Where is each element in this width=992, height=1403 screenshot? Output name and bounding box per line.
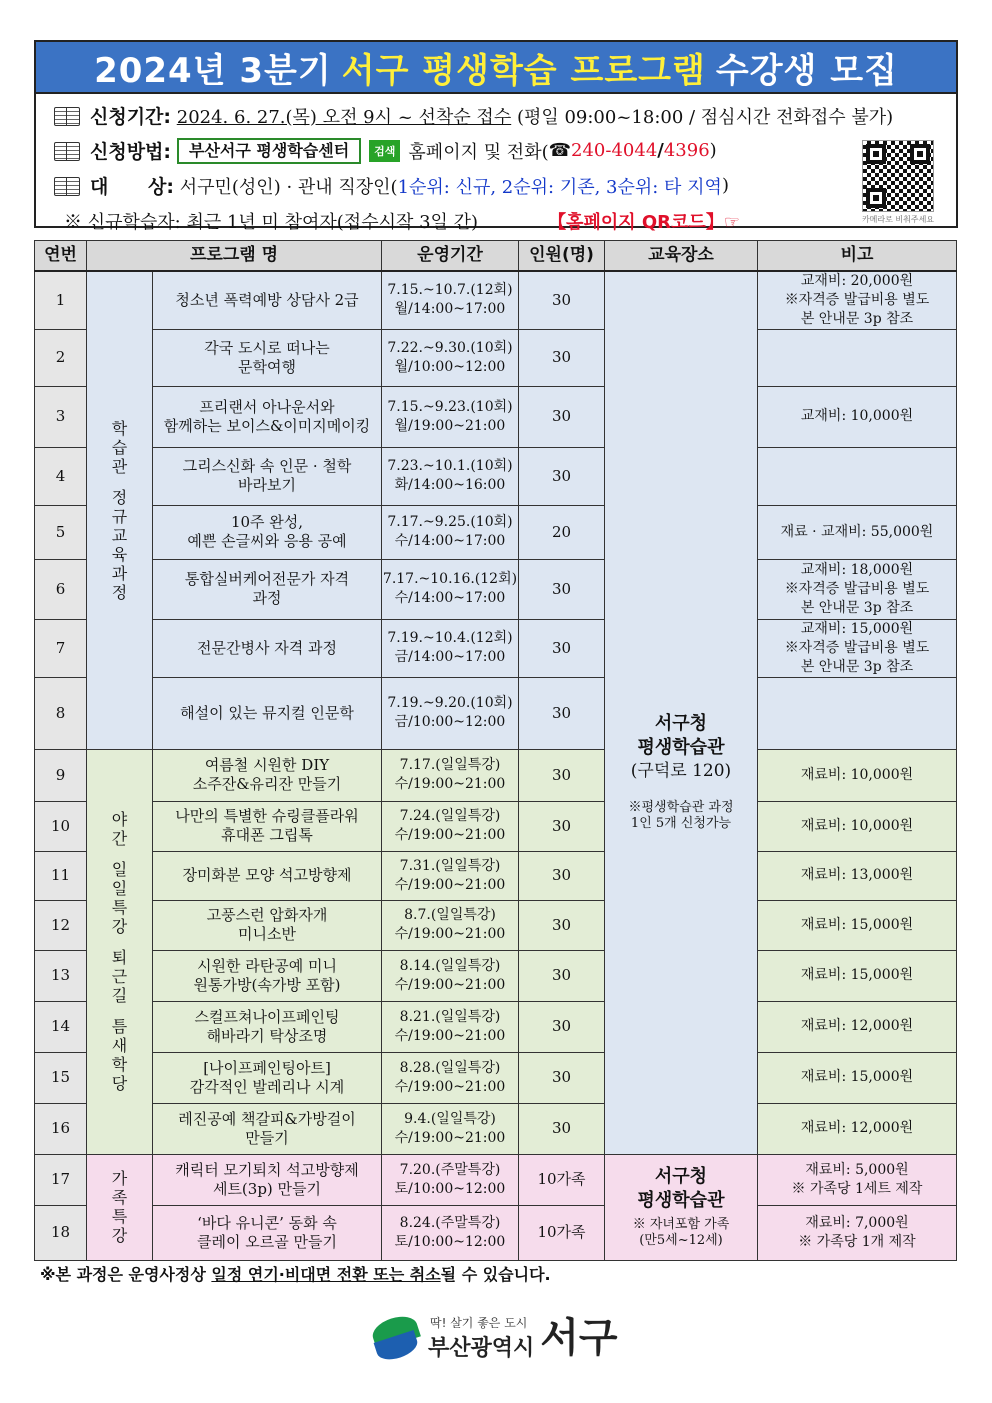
program-note: [758, 447, 957, 505]
qr-caption: 카메라로 비춰주세요: [861, 215, 935, 224]
title-prefix: 2024년 3분기: [94, 50, 332, 91]
row-number: 8: [35, 677, 87, 749]
newcomer-note: ※ 신규학습자: 최근 1년 미 참여자(접수시작 3일 간): [64, 211, 479, 233]
program-note: [758, 749, 957, 801]
method-row: [54, 133, 956, 168]
target-priority: 1순위: 신규, 2순위: 기존, 3순위: 타 지역: [397, 176, 722, 198]
program-name: [153, 505, 382, 559]
period-time: 월/10:00~12:00: [394, 358, 506, 375]
program-name-line-2: 세트(3p) 만들기: [212, 1179, 322, 1198]
note-line-1: 재료비: 12,000원: [800, 1018, 914, 1034]
note-line-1: 교재비: 20,000원: [800, 272, 914, 289]
program-note: [758, 851, 957, 900]
phone-number-1: 240-4044: [571, 140, 658, 161]
program-note: [758, 1001, 957, 1052]
col-header-no: 연번: [35, 241, 87, 271]
target-text: 서구민(성인) · 관내 직장인(: [179, 176, 398, 198]
note-line-1: 재료비: 13,000원: [800, 867, 914, 883]
book-icon: [54, 107, 80, 125]
period-dates: 8.7.(일일특강): [404, 907, 496, 923]
row-number: 18: [35, 1205, 87, 1260]
period-dates: 7.17.~9.25.(10회): [387, 514, 513, 530]
program-period: [382, 447, 519, 505]
program-name-line-1: 10주 완성,: [230, 513, 304, 531]
period-time: 화/14:00~16:00: [394, 477, 506, 493]
program-name: [153, 1001, 382, 1052]
period-dates: 9.4.(일일특강): [404, 1110, 496, 1127]
period-dates: 7.19.~9.20.(10회): [387, 695, 513, 711]
method-text: 홈페이지 및 전화(: [408, 141, 549, 163]
category-cell: [87, 271, 153, 750]
row-number: 1: [35, 271, 87, 330]
target-row: [54, 168, 956, 203]
table-row: [35, 505, 957, 559]
category-cell: [87, 749, 153, 1154]
period-dates: 8.21.(일일특강): [399, 1008, 501, 1025]
row-number: 4: [35, 447, 87, 505]
note-line-3: 본 안내문 3p 참조: [800, 310, 914, 327]
table-row: [35, 1205, 957, 1260]
period-dates: 7.31.(일일특강): [399, 857, 501, 874]
table-header-row: [35, 241, 957, 271]
program-capacity: 30: [519, 950, 605, 1001]
logo-slogan: 딱! 살기 좋은 도시: [430, 1316, 528, 1330]
program-name: [153, 1103, 382, 1154]
period-dates: 7.24.(일일특강): [399, 808, 501, 824]
period-dates: 8.14.(일일특강): [399, 957, 501, 974]
note-line-1: 재료비: 12,000원: [800, 1120, 914, 1136]
footer-note: [40, 1262, 551, 1285]
footer-note-suffix: 될 수 있습니다.: [440, 1265, 551, 1284]
program-period: [382, 329, 519, 386]
program-capacity: 30: [519, 329, 605, 386]
program-name-line-2: 만들기: [245, 1128, 289, 1147]
col-header-location: 교육장소: [605, 241, 758, 271]
program-name-line-1: 나만의 특별한 슈링클플라워: [175, 807, 359, 825]
category-char: 강: [111, 917, 128, 936]
category-cell: [87, 1154, 153, 1260]
period-dates: 7.22.~9.30.(10회): [387, 339, 513, 356]
table-row: [35, 950, 957, 1001]
footer-note-underline: 일정 연기·비대면 전환 또는 취소: [211, 1265, 441, 1284]
program-name-line-1: 프리랜서 아나운서와: [199, 397, 335, 416]
target-label: 대 상:: [90, 176, 174, 198]
program-capacity: 10가족: [519, 1205, 605, 1260]
note-line-1: 교재비: 10,000원: [800, 408, 914, 424]
program-name: [153, 447, 382, 505]
period-time: 토/10:00~12:00: [394, 1180, 506, 1197]
program-period: [382, 677, 519, 749]
row-number: 13: [35, 950, 87, 1001]
program-note: [758, 329, 957, 386]
program-note: [758, 950, 957, 1001]
title-suffix: 수강생 모집: [715, 50, 898, 91]
program-name-line-2: 바라보기: [238, 476, 296, 494]
category-char: 교: [111, 525, 128, 545]
table-row: [35, 851, 957, 900]
period-time: 수/19:00~21:00: [394, 1078, 506, 1095]
period-dates: 7.20.(주말특강): [399, 1161, 501, 1178]
period-time: 수/19:00~21:00: [394, 1027, 506, 1044]
program-name: [153, 900, 382, 950]
program-name-line-2: 휴대폰 그립톡: [221, 826, 313, 844]
program-period: [382, 749, 519, 801]
col-header-program: 프로그램 명: [87, 241, 382, 271]
category-char: [87, 848, 152, 860]
row-number: 16: [35, 1103, 87, 1154]
table-row: [35, 447, 957, 505]
category-char: 퇴: [111, 948, 128, 967]
program-period: [382, 801, 519, 851]
program-period: [382, 950, 519, 1001]
col-header-period: 운영기간: [382, 241, 519, 271]
program-table: [34, 240, 957, 1261]
site-name-box: 부산서구 평생학습센터: [177, 138, 361, 164]
category-char: 습: [111, 437, 128, 457]
category-char: 특: [111, 898, 128, 917]
program-name-line-2: 소주잔&유리잔 만들기: [192, 775, 342, 793]
row-number: 15: [35, 1052, 87, 1103]
program-name-line-1: 해설이 있는 뮤지컬 인문학: [180, 703, 354, 722]
period-time: 금/10:00~12:00: [394, 714, 506, 730]
qr-corner: [910, 144, 930, 164]
note-line-2: ※자격증 발급비용 별도: [784, 639, 930, 656]
qr-code-icon[interactable]: [862, 140, 934, 212]
table-row: [35, 386, 957, 447]
book-icon: [54, 177, 80, 195]
location-note-2: (만5세~12세): [639, 1233, 723, 1248]
period-extra: (평일 09:00~18:00 / 점심시간 전화접수 불가): [516, 106, 894, 128]
category-char: 정: [111, 487, 128, 507]
program-period: [382, 271, 519, 330]
note-line-1: 재료비: 10,000원: [800, 817, 914, 834]
program-name: [153, 619, 382, 677]
program-note: [758, 619, 957, 677]
program-name-line-1: 그리스신화 속 인문 · 철학: [182, 457, 352, 475]
category-char: 근: [111, 967, 128, 986]
program-name: [153, 1052, 382, 1103]
category-char: 새: [111, 1036, 128, 1055]
table-row: [35, 329, 957, 386]
table-row: [35, 619, 957, 677]
program-name-line-2: 해바라기 탁상조명: [206, 1026, 328, 1045]
program-note: [758, 386, 957, 447]
location-building: 평생학습관: [637, 736, 725, 758]
program-note: [758, 677, 957, 749]
category-char: 규: [111, 506, 128, 526]
period-time: 월/14:00~17:00: [394, 301, 506, 317]
phone-icon: ☎: [548, 140, 572, 161]
row-number: 11: [35, 851, 87, 900]
program-name-line-1: 캐릭터 모기퇴치 석고방향제: [175, 1160, 359, 1179]
program-name-line-2: 예쁜 손글씨와 응용 공예: [187, 532, 347, 550]
row-number: 10: [35, 801, 87, 851]
row-number: 5: [35, 505, 87, 559]
table-row: [35, 1052, 957, 1103]
program-name-line-1: ‘바다 유니콘’ 동화 속: [197, 1213, 337, 1232]
category-char: 강: [111, 1226, 128, 1245]
logo-city: 부산광역시: [428, 1336, 535, 1361]
program-name-line-1: 청소년 폭력예방 상담사 2급: [175, 290, 359, 309]
location-main: [605, 271, 758, 1155]
category-char: 학: [111, 418, 128, 438]
location-address: (구덕로 120): [630, 760, 732, 781]
program-name: [153, 1154, 382, 1205]
note-line-1: 교재비: 18,000원: [800, 561, 914, 578]
program-capacity: 30: [519, 271, 605, 330]
program-period: [382, 851, 519, 900]
program-period: [382, 1205, 519, 1260]
period-dates: 7.15.~9.23.(10회): [387, 398, 513, 415]
seogu-emblem-icon: [372, 1314, 420, 1362]
program-capacity: 20: [519, 505, 605, 559]
table-row: [35, 559, 957, 619]
qr-link-label[interactable]: 【홈페이지 QR코드】☞: [548, 211, 740, 233]
program-period: [382, 386, 519, 447]
program-capacity: 30: [519, 1001, 605, 1052]
footer-note-prefix: ※본 과정은 운영사정상: [40, 1265, 212, 1284]
category-char: 족: [111, 1188, 128, 1207]
program-name-line-1: 고풍스런 압화자개: [206, 906, 328, 924]
location-family: [605, 1154, 758, 1260]
period-dates: 7.19.~10.4.(12회): [387, 630, 513, 646]
note-line-1: 재료비: 15,000원: [800, 916, 914, 933]
category-char: 일: [111, 879, 128, 898]
program-name: [153, 749, 382, 801]
header-box: [34, 40, 958, 233]
category-char: 당: [111, 1074, 128, 1093]
location-note-2: 1인 5개 신청가능: [630, 815, 732, 831]
location-note-1: ※ 자녀포함 가족: [632, 1217, 730, 1232]
row-number: 2: [35, 329, 87, 386]
period-time: 월/19:00~21:00: [394, 417, 506, 434]
period-time: 수/14:00~17:00: [394, 590, 506, 606]
table-row: [35, 900, 957, 950]
note-line-1: 재료비: 5,000원: [805, 1161, 909, 1178]
note-line-2: ※ 가족당 1개 제작: [798, 1233, 916, 1250]
period-time: 수/19:00~21:00: [394, 827, 506, 843]
col-header-note: 비고: [758, 241, 957, 271]
category-char: 학: [111, 1055, 128, 1074]
period-time: 수/19:00~21:00: [394, 926, 506, 942]
program-note: [758, 1205, 957, 1260]
period-dates: 7.23.~10.1.(10회): [387, 458, 513, 474]
title-highlight: 서구 평생학습 프로그램: [341, 50, 706, 91]
category-char: 가: [111, 1169, 128, 1188]
qr-corner: [866, 144, 886, 164]
location-note-1: ※평생학습관 과정: [628, 799, 734, 815]
note-line-1: 재료비: 15,000원: [800, 967, 914, 983]
category-char: 야: [111, 810, 128, 829]
program-note: [758, 271, 957, 330]
program-name-line-2: 클레이 오르골 만들기: [197, 1232, 337, 1251]
table-row: [35, 1001, 957, 1052]
logo-gu: 서구: [540, 1315, 618, 1361]
note-line-1: 재료 · 교재비: 55,000원: [780, 523, 934, 540]
program-name: [153, 329, 382, 386]
period-time: 수/19:00~21:00: [394, 876, 506, 893]
period-dates: 7.17.(일일특강): [399, 757, 501, 773]
row-number: 9: [35, 749, 87, 801]
program-name: [153, 801, 382, 851]
category-char: 과: [111, 563, 128, 583]
program-name-line-2: 과정: [252, 589, 282, 607]
qr-corner: [866, 188, 886, 208]
program-name: [153, 559, 382, 619]
logo-text: [428, 1314, 534, 1362]
program-period: [382, 1103, 519, 1154]
program-name-line-1: 여름철 시원한 DIY: [204, 756, 330, 774]
program-note: [758, 1052, 957, 1103]
program-name-line-2: 문학여행: [238, 357, 296, 376]
program-note: [758, 559, 957, 619]
location-name: 서구청: [654, 712, 708, 734]
category-char: 관: [111, 456, 128, 476]
location-building: 평생학습관: [637, 1190, 725, 1211]
program-period: [382, 900, 519, 950]
program-capacity: 30: [519, 1052, 605, 1103]
program-period: [382, 1001, 519, 1052]
period-time: 수/19:00~21:00: [394, 1129, 506, 1146]
program-name: [153, 271, 382, 330]
row-number: 7: [35, 619, 87, 677]
period-dates: 7.15.~10.7.(12회): [387, 282, 513, 298]
category-char: [87, 936, 152, 948]
table-row: [35, 677, 957, 749]
program-capacity: 30: [519, 851, 605, 900]
category-char: 간: [111, 829, 128, 848]
period-time: 수/14:00~17:00: [394, 533, 506, 549]
program-name: [153, 677, 382, 749]
row-number: 12: [35, 900, 87, 950]
program-capacity: 30: [519, 386, 605, 447]
note-line-2: ※자격증 발급비용 별도: [784, 580, 930, 597]
row-number: 3: [35, 386, 87, 447]
book-icon: [54, 142, 80, 160]
category-char: 정: [111, 582, 128, 602]
note-line-2: ※ 가족당 1세트 제작: [791, 1180, 923, 1197]
program-period: [382, 619, 519, 677]
program-period: [382, 559, 519, 619]
phone-number-2: 4396: [663, 140, 710, 161]
table-row: [35, 801, 957, 851]
program-name-line-1: 장미화분 모양 석고방향제: [182, 866, 352, 884]
method-close: ): [709, 140, 717, 161]
program-capacity: 30: [519, 801, 605, 851]
program-capacity: 30: [519, 677, 605, 749]
program-capacity: 10가족: [519, 1154, 605, 1205]
program-name-line-2: 함께하는 보이스&이미지메이킹: [163, 416, 371, 435]
program-name: [153, 386, 382, 447]
note-line-1: 교재비: 15,000원: [800, 620, 914, 637]
period-dates: 8.24.(주말특강): [399, 1214, 501, 1231]
table-row: [35, 271, 957, 330]
program-name-line-1: [나이프페인팅아트]: [203, 1058, 331, 1077]
program-note: [758, 801, 957, 851]
phone-separator: /: [657, 140, 664, 161]
program-capacity: 30: [519, 559, 605, 619]
page-title: [36, 42, 956, 94]
program-period: [382, 505, 519, 559]
period-value: 2024. 6. 27.(목) 오전 9시 ~ 선착순 접수: [176, 106, 512, 128]
category-char: 틈: [111, 1017, 128, 1036]
method-label: 신청방법:: [90, 141, 172, 163]
table-row: [35, 1103, 957, 1154]
period-label: 신청기간:: [90, 106, 172, 128]
period-time: 토/10:00~12:00: [394, 1233, 506, 1250]
category-char: [87, 1005, 152, 1017]
program-capacity: 30: [519, 749, 605, 801]
period-time: 수/19:00~21:00: [394, 976, 506, 993]
target-close: ): [721, 175, 729, 196]
program-note: [758, 505, 957, 559]
period-time: 수/19:00~21:00: [394, 776, 506, 792]
newcomer-row: [54, 203, 956, 238]
program-name-line-2: 미니소반: [238, 925, 296, 943]
note-line-3: 본 안내문 3p 참조: [800, 658, 914, 675]
col-header-capacity: 인원(명): [519, 241, 605, 271]
row-number: 17: [35, 1154, 87, 1205]
program-name: [153, 1205, 382, 1260]
search-button: 검색: [369, 140, 400, 162]
note-line-2: ※자격증 발급비용 별도: [784, 291, 930, 308]
note-line-3: 본 안내문 3p 참조: [800, 599, 914, 616]
category-char: 특: [111, 1207, 128, 1226]
program-name-line-2: 감각적인 발레리나 시계: [189, 1077, 345, 1096]
program-capacity: 30: [519, 447, 605, 505]
program-period: [382, 1052, 519, 1103]
program-name-line-1: 시원한 라탄공예 미니: [197, 956, 337, 975]
category-char: 일: [111, 860, 128, 879]
program-name-line-1: 전문간병사 자격 과정: [197, 638, 337, 657]
program-name-line-2: 원통가방(속가방 포함): [193, 975, 341, 994]
note-line-1: 재료비: 7,000원: [805, 1214, 909, 1231]
program-capacity: 30: [519, 900, 605, 950]
program-name: [153, 950, 382, 1001]
period-time: 금/14:00~17:00: [394, 649, 506, 665]
program-note: [758, 1103, 957, 1154]
category-char: 육: [111, 544, 128, 564]
row-number: 14: [35, 1001, 87, 1052]
note-line-1: 재료비: 15,000원: [800, 1069, 914, 1085]
program-capacity: 30: [519, 1103, 605, 1154]
period-dates: 8.28.(일일특강): [399, 1059, 501, 1076]
period-dates: 7.17.~10.16.(12회): [382, 571, 518, 587]
program-capacity: 30: [519, 619, 605, 677]
category-char: 길: [111, 986, 128, 1005]
program-name-line-1: 각국 도시로 떠나는: [204, 338, 330, 357]
note-line-1: 재료비: 10,000원: [800, 766, 914, 783]
program-name-line-1: 통합실버케어전문가 자격: [184, 570, 350, 588]
table-row: [35, 1154, 957, 1205]
category-char: [87, 476, 152, 488]
program-period: [382, 1154, 519, 1205]
table-row: [35, 749, 957, 801]
program-note: [758, 1154, 957, 1205]
location-name: 서구청: [654, 1166, 708, 1187]
program-note: [758, 900, 957, 950]
seogu-logo: [372, 1310, 618, 1366]
program-name-line-1: 스컬프쳐나이프페인팅: [194, 1007, 340, 1026]
program-name-line-1: 레진공예 책갈피&가방걸이: [178, 1109, 356, 1128]
period-row: [54, 98, 956, 133]
info-section: [36, 94, 956, 238]
program-name: [153, 851, 382, 900]
row-number: 6: [35, 559, 87, 619]
